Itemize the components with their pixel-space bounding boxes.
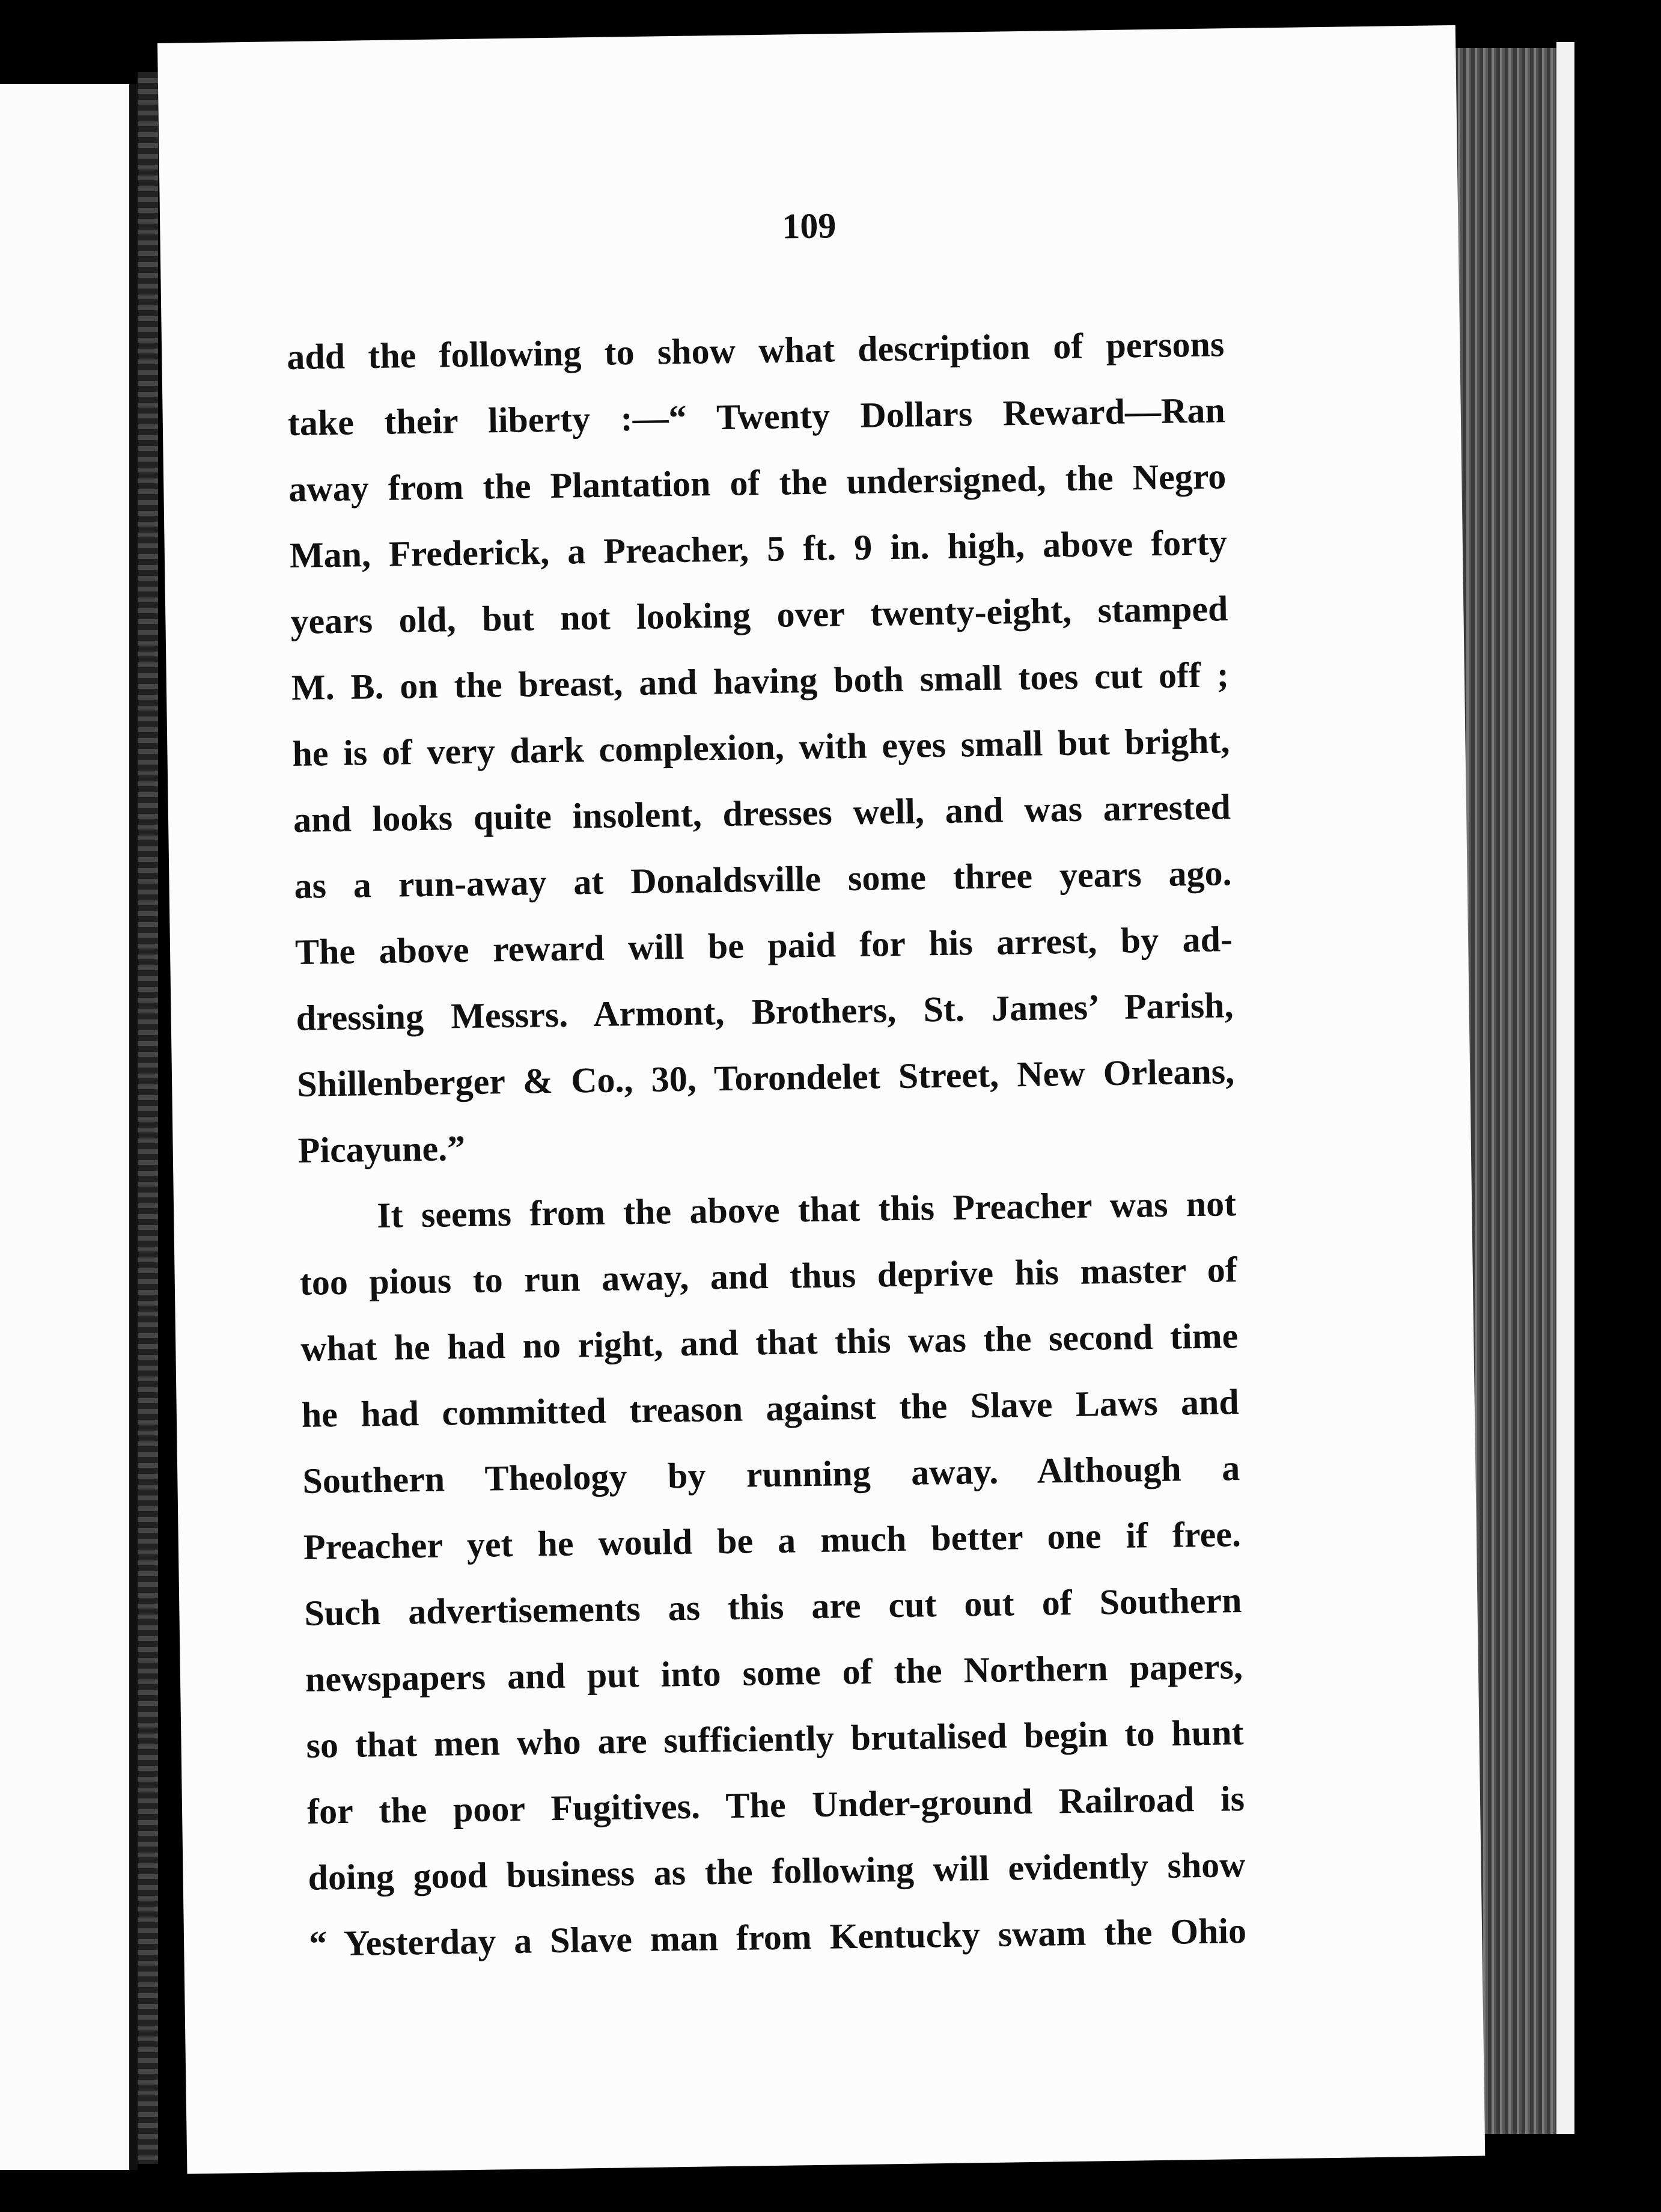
facing-page (0, 84, 138, 2170)
text-line: years old, but not looking over twenty-eight, stamped (290, 588, 1228, 641)
text-line: what he had no right, and that this was the second time (300, 1316, 1239, 1369)
text-line: for the poor Fugitives. The Under-ground Railroad is (306, 1779, 1245, 1832)
text-line: Shillenberger & Co., 30, Torondelet Street, New Orleans, (296, 1051, 1235, 1104)
text-line: The above reward will be paid for his arrest, by ad- (294, 919, 1233, 972)
text-line: Picayune.” (297, 1128, 466, 1170)
text-line: too pious to run away, and thus deprive his master of (299, 1250, 1238, 1303)
text-line: Preacher yet he would be a much better one if free. (303, 1514, 1242, 1567)
page-text (287, 311, 1247, 1977)
text-line: as a run-away at Donaldsville some three years ago. (294, 853, 1232, 906)
text-line: so that men who are sufficiently brutalised begin to hunt (306, 1712, 1244, 1765)
text-line: add the following to show what description of persons (286, 324, 1225, 377)
text-line: It seems from the above that this Preacher was not (376, 1184, 1237, 1236)
text-line: and looks quite insolent, dresses well, and was arrested (293, 787, 1231, 840)
text-line: Southern Theology by running away. Although a (302, 1448, 1240, 1501)
book-page (157, 25, 1485, 2174)
book-gutter (138, 72, 158, 2164)
text-line: away from the Plantation of the undersigned, the Negro (288, 456, 1227, 510)
text-line: he is of very dark complexion, with eyes small but bright, (292, 721, 1230, 774)
text-line: Man, Frederick, a Preacher, 5 ft. 9 in. high, above forty (289, 522, 1228, 576)
text-line: newspapers and put into some of the Northern papers, (305, 1646, 1243, 1699)
text-line: “ Yesterday a Slave man from Kentucky swam the Ohio (308, 1911, 1247, 1964)
page-number: 109 (781, 206, 837, 246)
text-line: take their liberty :—“ Twenty Dollars Reward—Ran (287, 390, 1226, 444)
text-line: M. B. on the breast, and having both small toes cut off ; (291, 655, 1230, 707)
text-line: dressing Messrs. Armont, Brothers, St. James’ Parish, (296, 985, 1234, 1038)
text-line: Such advertisements as this are cut out of Southern (304, 1580, 1242, 1633)
text-line: he had committed treason against the Slave Laws and (301, 1382, 1240, 1435)
book-cover-edge (1556, 42, 1574, 2134)
text-line: doing good business as the following will evidently show (308, 1845, 1246, 1898)
